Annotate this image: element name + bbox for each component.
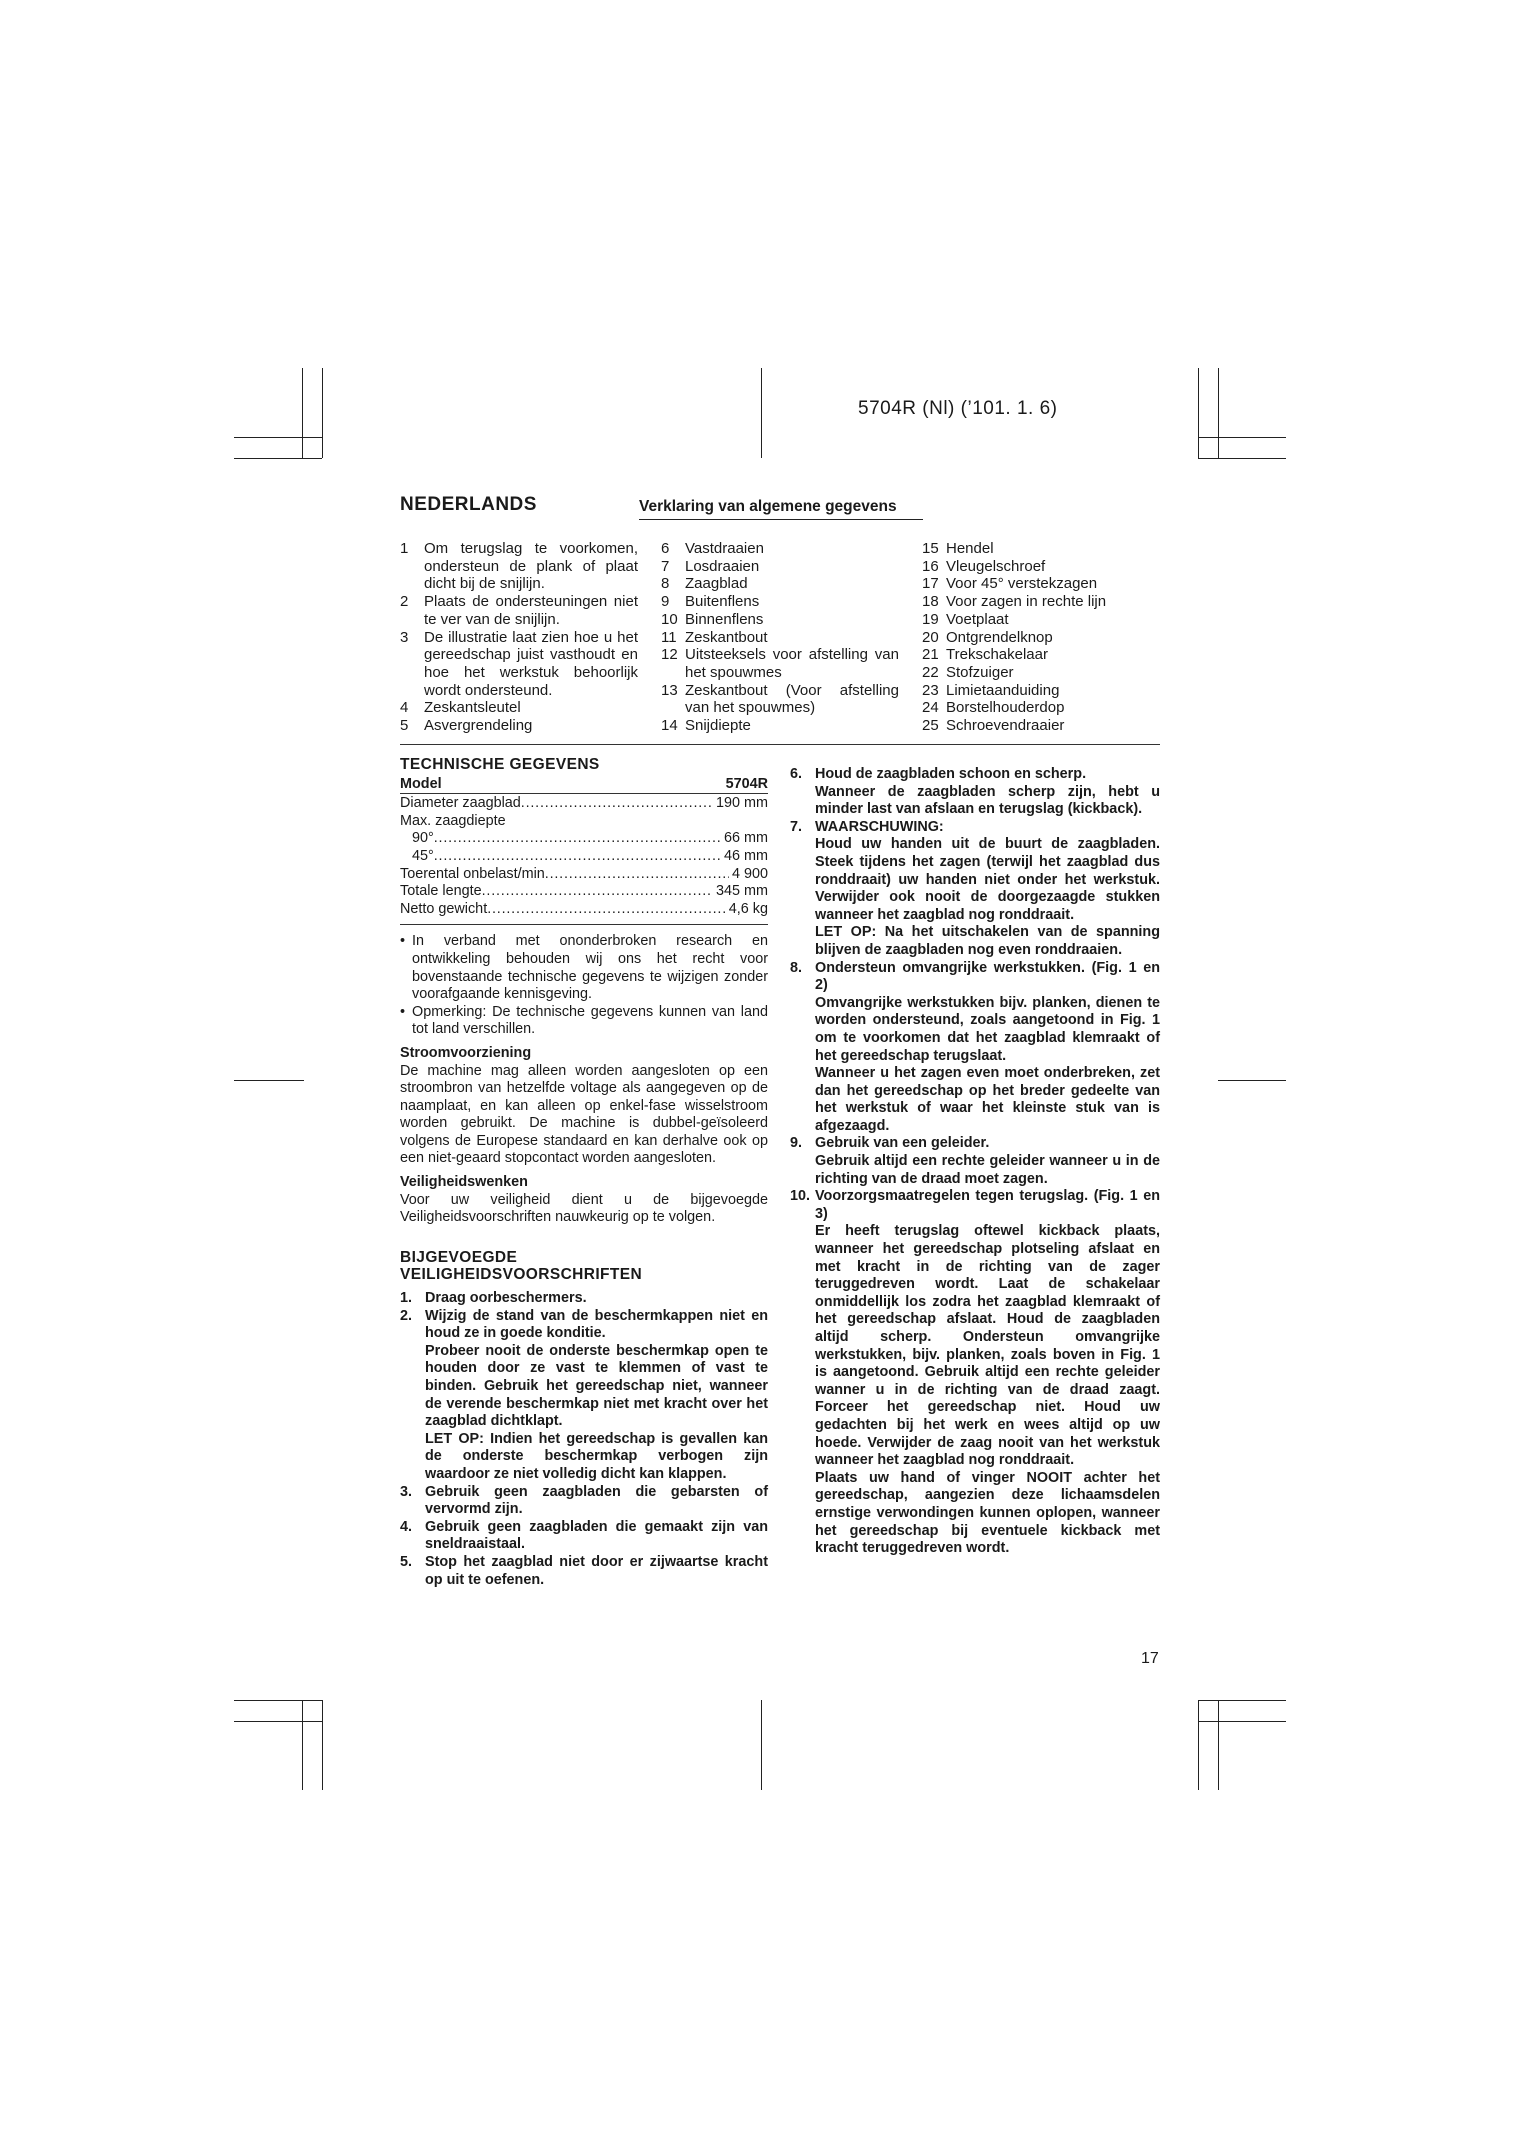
safety-rule-body [815, 819, 1160, 960]
legend-item [400, 717, 638, 735]
legend-item [661, 575, 899, 593]
legend-item-number: 23 [922, 681, 939, 699]
safety-rule [400, 1554, 768, 1589]
safety-rule-number: 4. [400, 1518, 413, 1535]
legend-item-text: Borstelhouderdop [946, 699, 1065, 717]
safety-rule-number: 3. [400, 1483, 413, 1500]
legend-item [661, 611, 899, 629]
legend-item-text: Snijdiepte [685, 717, 751, 735]
crop-mark [1198, 437, 1286, 438]
spec-label: Totale lengte [400, 883, 482, 900]
legend-item-number: 18 [922, 593, 939, 611]
legend-item-text: Trekschakelaar [946, 646, 1048, 664]
legend-item [661, 646, 899, 681]
safety-rule [790, 1188, 1160, 1557]
safety-rule-number: 8. [790, 959, 803, 976]
crop-mark [322, 1700, 323, 1790]
crop-mark [234, 1721, 322, 1722]
spec-label: Netto gewicht [400, 900, 488, 917]
safety-rule [790, 1135, 1160, 1188]
legend-item-text: Zeskantbout (Voor afstelling van het spouwmes) [685, 681, 899, 717]
legend-item-number: 16 [922, 557, 939, 575]
spec-leader-dots [545, 866, 729, 884]
safety-rule-paragraph: Houd uw handen uit de buurt de zaagbladen. Steek tijdens het zagen (terwijl het zaagblad dus ronddraait) uw handen niet onder het werkstuk. Verwijder ook nooit de doorgezaagde stukken wanneer het zaagblad nog ronddraait. [815, 836, 1160, 923]
legend-item-text: Asvergrendeling [424, 717, 533, 735]
left-column [400, 756, 768, 1589]
legend-item-number: 3 [400, 628, 409, 646]
legend-item-text: Ontgrendelknop [946, 628, 1053, 646]
language-heading: NEDERLANDS [400, 494, 537, 515]
crop-mark [1198, 458, 1286, 459]
spec-row [400, 848, 768, 866]
legend-item [661, 540, 899, 558]
safety-rule-body [425, 1308, 768, 1484]
spec-row [400, 883, 768, 901]
safety-rule [790, 766, 1160, 819]
legend-item-number: 1 [400, 540, 409, 557]
legend-column-1 [400, 540, 638, 735]
spec-row [400, 795, 768, 813]
rules-list-left [400, 1290, 768, 1589]
legend-item [400, 540, 638, 593]
safety-rule-number: 5. [400, 1553, 413, 1570]
rules-title-line1: BIJGEVOEGDE [400, 1248, 518, 1266]
spec-leader-dots [521, 795, 713, 813]
safety-rule-body [815, 1135, 1160, 1188]
crop-mark [302, 1700, 303, 1790]
legend-item [922, 593, 1160, 611]
spec-value: 4,6 kg [728, 900, 768, 917]
safety-rule [400, 1519, 768, 1554]
legend-item-number: 4 [400, 699, 409, 717]
crop-mark [1198, 368, 1199, 458]
spec-value: 4 900 [731, 865, 768, 882]
safety-rule [400, 1484, 768, 1519]
rules-title-line2: VEILIGHEIDSVOORSCHRIFTEN [400, 1266, 643, 1284]
legend-item-number: 11 [661, 628, 677, 646]
crop-mark [761, 1700, 762, 1790]
safety-rule-body [425, 1290, 768, 1308]
legend-item [922, 558, 1160, 576]
legend-item [661, 593, 899, 611]
legend-item-text: Voor 45° verstekzagen [946, 575, 1098, 593]
spec-row [400, 830, 768, 848]
safety-rule-number: 2. [400, 1307, 413, 1324]
safety-rule-paragraph: Probeer nooit de onderste beschermkap open te houden door ze vast te klemmen of vast te binden. Gebruik het gereedschap niet, wanneer de verende beschermkap niet met kracht over het zaagblad dichtklapt. [425, 1342, 768, 1430]
safety-rule-paragraph: Gebruik van een geleider. [815, 1135, 990, 1152]
legend-item-number: 13 [661, 681, 678, 699]
legend-item-text: Limietaanduiding [946, 681, 1060, 699]
legend-item-number: 10 [661, 610, 678, 628]
spec-leader-dots [487, 901, 726, 919]
legend-item-text: Stofzuiger [946, 663, 1014, 681]
legend-item-number: 21 [922, 646, 939, 664]
safety-rule-paragraph: LET OP: Indien het gereedschap is gevallen kan de onderste beschermkap verbogen zijn waardoor ze niet volledig dicht kan klappen. [425, 1430, 768, 1482]
legend-item-text: Uitsteeksels voor afstelling van het spouwmes [685, 646, 899, 681]
safety-rule-paragraph: Er heeft terugslag oftewel kickback plaats, wanneer het gereedschap plotseling afslaat en met kracht in de richting van de zager teruggedreven wordt. Laat de schakelaar onmiddellijk los zodra het zaagblad klemraakt of het gereedschap afslaat. Houd de zaagbladen altijd scherp. Ondersteun omvangrijke werkstukken, bijv. planken, zoals boven in Fig. 1 is aangetoond. Gebruik altijd een rechte geleider wanner u in de richting van de draad zaagt. Forceer het gereedschap niet. Houd uw gedachten bij het werk en wees altijd op uw hoede. Verwijder de zaag nooit van het werkstuk wanneer het zaagblad nog ronddraait. [815, 1223, 1160, 1469]
specs-title: TECHNISCHE GEGEVENS [400, 756, 600, 773]
power-text: De machine mag alleen worden aangesloten op een stroombron van hetzelfde voltage als aangegeven op de naamplaat, en kan alleen op enkel-fase wisselstroom worden gebruikt. De machine is dubbel-geïsoleerd volgens de Europese standaard en kan derhalve ook op een niet-geaard stopcontact worden aangesloten. [400, 1062, 768, 1167]
legend-item [922, 699, 1160, 717]
bullet-icon: • [400, 933, 406, 950]
legend-item [922, 682, 1160, 700]
safety-rule-paragraph: WAARSCHUWING: [815, 818, 944, 835]
legend-item-number: 25 [922, 717, 939, 735]
legend-column-2 [661, 540, 899, 735]
spec-divider [400, 924, 768, 925]
right-column [790, 766, 1160, 1558]
legend-title: Verklaring van algemene gegevens [639, 498, 923, 520]
safety-rule-paragraph: Gebruik geen zaagbladen die gebarsten of vervormd zijn. [425, 1483, 768, 1518]
legend-item-number: 8 [661, 575, 670, 593]
legend-item-text: De illustratie laat zien hoe u het gereedschap juist vasthoudt en hoe het werkstuk behoorlijk wordt ondersteund. [424, 628, 638, 699]
safety-rule-number: 10. [790, 1188, 811, 1205]
legend-item-text: Zeskantsleutel [424, 699, 521, 717]
crop-mark [1198, 1700, 1286, 1701]
spec-value: 190 mm [716, 795, 768, 812]
legend-item-text: Zeskantbout [685, 628, 768, 646]
safety-rule [790, 960, 1160, 1136]
safety-rule-paragraph: Draag oorbeschermers. [425, 1290, 587, 1307]
spec-leader-dots [482, 883, 713, 901]
crop-mark [1218, 368, 1219, 458]
safety-rule-number: 7. [790, 818, 803, 835]
spec-value: 46 mm [724, 847, 768, 864]
legend-item [922, 664, 1160, 682]
safety-rule-number: 6. [790, 766, 803, 782]
legend-item [922, 611, 1160, 629]
spec-note [400, 933, 768, 1003]
legend-item-number: 17 [922, 575, 939, 593]
safety-rule-body [815, 1188, 1160, 1557]
spec-note-text: Opmerking: De technische gegevens kunnen van land tot land verschillen. [412, 1003, 768, 1038]
legend-item [400, 593, 638, 628]
legend-item-text: Vastdraaien [685, 540, 764, 557]
bullet-icon: • [400, 1003, 406, 1020]
legend-item-number: 19 [922, 610, 939, 628]
legend-item-number: 14 [661, 717, 678, 735]
spec-model-row [400, 776, 768, 794]
legend-item [661, 629, 899, 647]
spec-leader-dots [434, 848, 721, 866]
page-number: 17 [1141, 1650, 1159, 1667]
legend-item-text: Buitenflens [685, 593, 760, 611]
legend-item-text: Voor zagen in rechte lijn [946, 593, 1107, 611]
legend-item-number: 15 [922, 540, 939, 557]
document-code: 5704R (Nl) (’101. 1. 6) [858, 398, 1058, 419]
safety-rule-body [815, 960, 1160, 1136]
power-title: Stroomvoorziening [400, 1044, 532, 1061]
safety-rule-body [425, 1484, 768, 1519]
crop-mark [1198, 1721, 1286, 1722]
safety-rule-body [425, 1519, 768, 1554]
safety-rule-paragraph: Wanneer u het zagen even moet onderbreken, zet dan het gereedschap op het breder gedeelte van het werkstuk of waar het kleinste stuk van is afgezaagd. [815, 1065, 1160, 1134]
legend-item-number: 20 [922, 628, 939, 646]
legend-item-text: Voetplaat [946, 610, 1009, 628]
legend-item-text: Om terugslag te voorkomen, ondersteun de plank of plaat dicht bij de snijlijn. [424, 540, 638, 593]
legend-item-number: 2 [400, 593, 409, 611]
safety-rule-paragraph: Stop het zaagblad niet door er zijwaartse kracht op uit te oefenen. [425, 1553, 768, 1588]
legend-item-text: Plaats de ondersteuningen niet te ver van de snijlijn. [424, 593, 638, 628]
spec-note [400, 1004, 768, 1039]
safety-rule-paragraph: Gebruik altijd een rechte geleider wanneer u in de richting van de draad moet zagen. [815, 1153, 1160, 1187]
legend-divider [400, 744, 1160, 745]
spec-model-value: 5704R [725, 775, 768, 792]
spec-divider [400, 793, 768, 794]
legend-item-number: 12 [661, 646, 678, 664]
safety-rule-body [425, 1554, 768, 1589]
spec-row [400, 813, 768, 831]
legend-item-number: 9 [661, 593, 670, 611]
legend-item-text: Losdraaien [685, 557, 760, 575]
spec-model-label: Model [400, 775, 442, 792]
legend-item-number: 22 [922, 663, 939, 681]
legend-item [400, 699, 638, 717]
legend-item-text: Binnenflens [685, 610, 764, 628]
safety-rule-number: 1. [400, 1290, 413, 1307]
crop-mark [761, 368, 762, 458]
safety-rule-paragraph: Plaats uw hand of vinger NOOIT achter het gereedschap, aangezien deze lichaamsdelen ernstige verwondingen kunnen oplopen, wanneer het gereedschap bij eventuele kickback met kracht teruggedreven wordt. [815, 1469, 1160, 1557]
spec-label: Toerental onbelast/min [400, 865, 545, 882]
spec-label: 45° [412, 847, 434, 864]
legend-item [400, 629, 638, 700]
spec-notes [400, 933, 768, 1039]
legend-item-text: Zaagblad [685, 575, 748, 593]
safety-rule-paragraph: LET OP: Na het uitschakelen van de spanning blijven de zaagbladen nog even ronddraaien. [815, 924, 1160, 958]
legend-item [661, 682, 899, 717]
safety-rule-paragraph: Wanneer de zaagbladen scherp zijn, hebt u minder last van afslaan en terugslag (kickback). [815, 783, 1160, 818]
spec-value: 345 mm [716, 883, 768, 900]
safety-tips-text: Voor uw veiligheid dient u de bijgevoegde Veiligheidsvoorschriften nauwkeurig op te volgen. [400, 1191, 768, 1226]
legend-column-3 [922, 540, 1160, 735]
legend-item-text: Hendel [946, 540, 994, 557]
safety-rule [400, 1290, 768, 1308]
crop-mark [1218, 1700, 1219, 1790]
crop-mark [234, 437, 322, 438]
legend-item [922, 646, 1160, 664]
safety-rule [400, 1308, 768, 1484]
rules-list-right [790, 766, 1160, 1558]
legend-item [922, 629, 1160, 647]
crop-mark [1198, 1700, 1199, 1790]
crop-mark [234, 1700, 322, 1701]
legend-item-text: Schroevendraaier [946, 717, 1065, 735]
legend-item-number: 6 [661, 540, 670, 557]
safety-rule-number: 9. [790, 1135, 803, 1152]
safety-tips-title: Veiligheidswenken [400, 1174, 528, 1191]
spec-label: Max. zaagdiepte [400, 812, 506, 829]
crop-mark [1218, 1080, 1286, 1081]
safety-rule-body [815, 766, 1160, 819]
legend-item-number: 24 [922, 699, 939, 717]
safety-rule-paragraph: Wijzig de stand van de beschermkappen niet en houd ze in goede konditie. [425, 1307, 768, 1342]
spec-table [400, 795, 768, 918]
spec-value: 66 mm [724, 830, 768, 847]
safety-rule [790, 819, 1160, 960]
legend-item [922, 717, 1160, 735]
safety-rule-paragraph: Voorzorgsmaatregelen tegen terugslag. (Fig. 1 en 3) [815, 1188, 1160, 1222]
legend-item-number: 5 [400, 717, 409, 735]
spec-label: Diameter zaagblad [400, 795, 521, 812]
legend-item-text: Vleugelschroef [946, 557, 1046, 575]
safety-rule-paragraph: Ondersteun omvangrijke werkstukken. (Fig. 1 en 2) [815, 959, 1160, 994]
legend-item [661, 558, 899, 576]
legend-item [922, 575, 1160, 593]
safety-rule-paragraph: Houd de zaagbladen schoon en scherp. [815, 766, 1087, 782]
crop-mark [322, 368, 323, 458]
spec-row [400, 901, 768, 919]
safety-rule-paragraph: Omvangrijke werkstukken bijv. planken, dienen te worden ondersteund, zoals aangetoond in Fig. 1 om te voorkomen dat het zaagblad klemraakt of het gereedschap terugslaat. [815, 994, 1160, 1064]
legend-item-number: 7 [661, 557, 670, 575]
spec-label: 90° [412, 830, 434, 847]
crop-mark [234, 458, 322, 459]
spec-row [400, 866, 768, 884]
safety-rule-paragraph: Gebruik geen zaagbladen die gemaakt zijn van sneldraaistaal. [425, 1518, 768, 1553]
legend-item [661, 717, 899, 735]
crop-mark [234, 1080, 304, 1081]
spec-note-text: In verband met ononderbroken research en ontwikkeling behouden wij ons het recht voor bovenstaande technische gegevens te wijzigen zonder voorafgaande kennisgeving. [412, 933, 768, 1003]
crop-mark [302, 368, 303, 458]
legend-item [922, 540, 1160, 558]
spec-leader-dots [434, 830, 721, 848]
